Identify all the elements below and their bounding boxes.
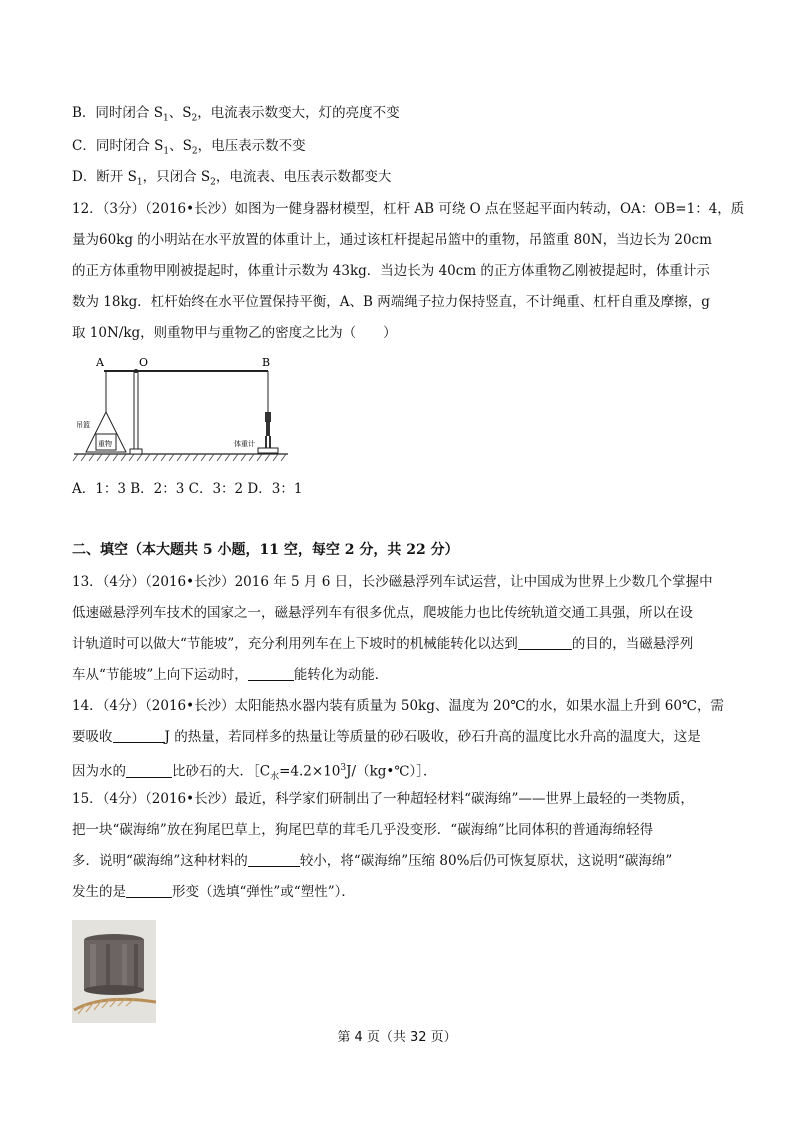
- text: 、S: [169, 138, 192, 154]
- subscript: 1: [136, 177, 143, 188]
- page-footer: 第 4 页（共 32 页）: [337, 1030, 457, 1045]
- text: C．同时闭合 S: [72, 138, 164, 154]
- q12-options: A．1：3 B．2：3 C．3：2 D．3：1: [72, 481, 303, 497]
- text: 能转化为动能．: [293, 667, 389, 683]
- text: 车从“节能坡”上向下运动时，: [72, 667, 248, 683]
- q14-line: 14．（4分）（2016•长沙）太阳能热水器内装有质量为 50kg、温度为 20℃的水，如果水温上升到 60℃，需: [72, 698, 725, 714]
- subscript: 2: [191, 146, 198, 157]
- q11-option-d: [72, 168, 391, 192]
- person-icon: [265, 412, 271, 448]
- q12-line: 12．（3分）（2016•长沙）如图为一健身器材模型，杠杆 AB 可绕 O 点在竖起平面内转动，OA：OB=1：4，质: [72, 201, 745, 217]
- q13-line: 13．（4分）（2016•长沙）2016 年 5 月 6 日，长沙磁悬浮列车试运营，让中国成为世界上少数几个掌握中: [72, 574, 713, 590]
- q11-option-c: [72, 137, 306, 161]
- text: 的目的，当磁悬浮列: [571, 636, 694, 652]
- text: 要吸收: [72, 729, 113, 745]
- q13-line: [72, 666, 388, 684]
- text: 多．说明“碳海绵”这种材料的: [72, 853, 248, 869]
- q11-option-b: [72, 104, 400, 128]
- q13-line: 低速磁悬浮列车技术的国家之一，磁悬浮列车有很多优点，爬坡能力也比传统轨道交通工具强，所以在设: [72, 605, 693, 621]
- ground-hatching: [73, 454, 286, 461]
- answer-blank[interactable]: [126, 883, 172, 898]
- text: ，只闭合 S: [142, 169, 211, 185]
- text: D．断开 S: [72, 169, 137, 185]
- answer-blank[interactable]: [518, 635, 572, 650]
- label-weight: 重物: [98, 440, 112, 448]
- q13-line: [72, 635, 693, 653]
- subscript: 水: [270, 772, 280, 783]
- label-basket: 吊篮: [76, 421, 90, 429]
- scale: [258, 448, 278, 453]
- text: 计轨道时可以做大“节能坡”，充分利用列车在上下坡时的机械能转化以达到: [72, 636, 518, 652]
- text: J/（kg•℃）］．: [346, 763, 437, 780]
- q12-line: 的正方体重物甲刚被提起时，体重计示数为 43kg．当边长为 40cm 的正方体重物乙刚被提起时，体重计示: [72, 263, 710, 279]
- label-a: A: [96, 356, 104, 369]
- lever-figure: [72, 352, 292, 464]
- text: 发生的是: [72, 884, 126, 900]
- text: ，电流表示数变大，灯的亮度不变: [197, 105, 400, 121]
- q12-line: 数为 18kg．杠杆始终在水平位置保持平衡，A、B 两端绳子拉力保持竖直，不计绳重、杠杆自重及摩擦，g: [72, 294, 710, 310]
- q15-line: [72, 852, 672, 870]
- label-b: B: [262, 356, 271, 369]
- subscript: 1: [163, 146, 170, 157]
- superscript: 3: [340, 763, 347, 773]
- pivot-point: [134, 369, 138, 373]
- answer-blank[interactable]: [248, 666, 294, 681]
- answer-blank[interactable]: [248, 852, 300, 867]
- q14-line: [72, 728, 701, 746]
- label-o: O: [139, 356, 149, 369]
- section-heading: 二、填空（本大题共 5 小题，11 空，每空 2 分，共 22 分）: [72, 542, 459, 558]
- text: B．同时闭合 S: [72, 105, 163, 121]
- subscript: 2: [210, 177, 216, 188]
- text: 因为水的: [72, 763, 126, 780]
- carbon-sponge-photo: [72, 920, 156, 1023]
- pillar-base: [130, 449, 142, 454]
- text: 、S: [168, 105, 192, 121]
- q15-line: 15．（4分）（2016•长沙）最近，科学家们研制出了一种超轻材料“碳海绵”——世界上最轻的一类物质，: [72, 791, 694, 807]
- support-pillar: [134, 371, 138, 451]
- answer-blank[interactable]: [126, 763, 172, 778]
- subscript: 1: [162, 113, 169, 124]
- text: 形变（选填“弹性”或“塑性”）．: [172, 884, 355, 900]
- text: ，电压表示数不变: [197, 138, 306, 154]
- subscript: 2: [191, 113, 198, 124]
- label-scale: 体重计: [234, 440, 255, 448]
- text: 较小，将“碳海绵”压缩 80%后仍可恢复原状，这说明“碳海绵”: [299, 853, 673, 869]
- q12-line: 量为60kg 的小明站在水平放置的体重计上，通过该杠杆提起吊篮中的重物，吊篮重 80N，当边长为 20cm: [72, 232, 712, 248]
- text: J 的热量，若同样多的热量让等质量的砂石吸收，砂石升高的温度比水升高的温度大，这是: [164, 729, 701, 745]
- text: ，电流表、电压表示数都变大: [215, 169, 392, 185]
- text: =4.2×10: [279, 763, 341, 780]
- text: 比砂石的大．［C: [172, 763, 271, 780]
- q12-line: 取 10N/kg，则重物甲与重物乙的密度之比为（ ）: [72, 325, 397, 341]
- q15-line: [72, 883, 355, 901]
- q14-line: [72, 759, 436, 786]
- q15-line: 把一块“碳海绵”放在狗尾巴草上，狗尾巴草的茸毛几乎没变形．“碳海绵”比同体积的普通海绵轻得: [72, 822, 654, 838]
- answer-blank[interactable]: [113, 728, 165, 743]
